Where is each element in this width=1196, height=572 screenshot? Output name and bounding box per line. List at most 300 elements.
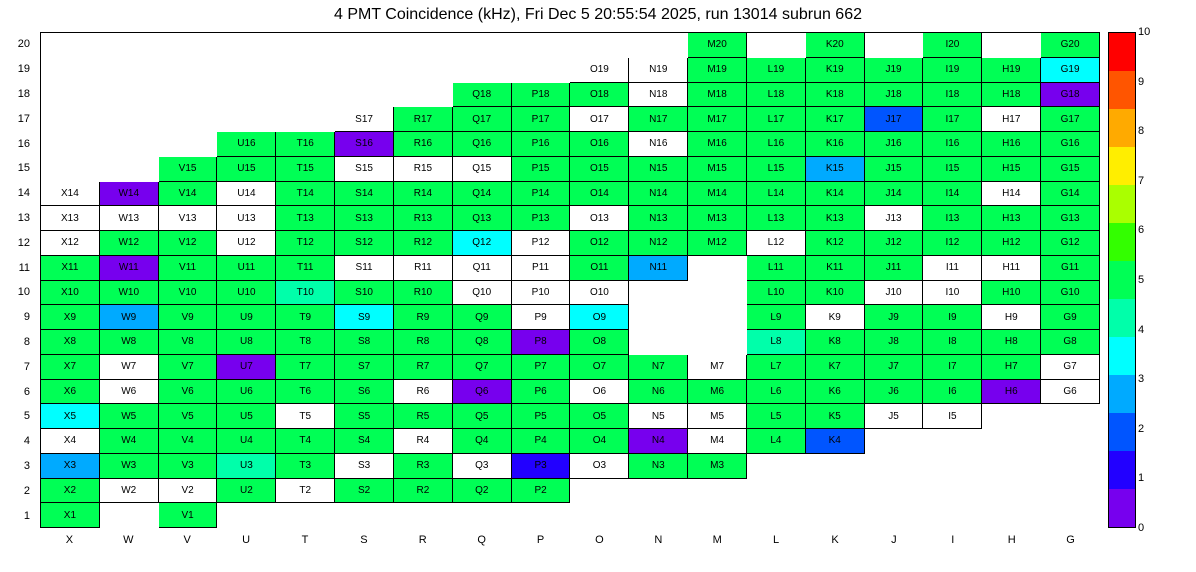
- heatmap-cell: H10: [982, 281, 1041, 306]
- x-tick-label: R: [418, 534, 427, 546]
- heatmap-cell: O18: [570, 83, 629, 108]
- colorbar-tick-label: 5: [1138, 274, 1145, 286]
- heatmap-cell: Q18: [453, 83, 512, 108]
- heatmap-cell: [747, 33, 806, 58]
- heatmap-cell: V8: [159, 330, 218, 355]
- heatmap-cell: [923, 429, 982, 454]
- heatmap-cell: G20: [1041, 33, 1100, 58]
- heatmap-cell: K13: [806, 206, 865, 231]
- heatmap-cell: [512, 58, 571, 83]
- heatmap-cell: V9: [159, 305, 218, 330]
- heatmap-cell: J19: [865, 58, 924, 83]
- heatmap-cell: P12: [512, 231, 571, 256]
- heatmap-cell: L5: [747, 404, 806, 429]
- heatmap-cell: [453, 33, 512, 58]
- heatmap-cell: I18: [923, 83, 982, 108]
- colorbar-segment: [1109, 223, 1135, 261]
- heatmap-cell: G11: [1041, 256, 1100, 281]
- heatmap-cell: [806, 454, 865, 479]
- heatmap-cell: Q14: [453, 182, 512, 207]
- heatmap-cell: O10: [570, 281, 629, 306]
- heatmap-cell: I15: [923, 157, 982, 182]
- heatmap-cell: [276, 83, 335, 108]
- heatmap-cell: [982, 404, 1041, 429]
- heatmap-cell: Q12: [453, 231, 512, 256]
- heatmap-cell: M15: [688, 157, 747, 182]
- heatmap-cell: P2: [512, 479, 571, 504]
- heatmap-cell: L7: [747, 355, 806, 380]
- heatmap-cell: S14: [335, 182, 394, 207]
- heatmap-cell: [570, 479, 629, 504]
- heatmap-cell: R17: [394, 107, 453, 132]
- y-tick-label: 17: [17, 112, 30, 125]
- heatmap-cell: N5: [629, 404, 688, 429]
- heatmap-cell: [335, 33, 394, 58]
- x-tick-label: L: [773, 534, 780, 546]
- heatmap-cell: [688, 256, 747, 281]
- y-tick-label: 15: [17, 162, 30, 175]
- heatmap-cell: X3: [41, 454, 100, 479]
- heatmap-cell: N18: [629, 83, 688, 108]
- heatmap-cell: [217, 107, 276, 132]
- heatmap-cell: N14: [629, 182, 688, 207]
- heatmap-cell: [159, 132, 218, 157]
- heatmap-cell: P18: [512, 83, 571, 108]
- x-tick-label: Q: [477, 534, 486, 546]
- heatmap-cell: M20: [688, 33, 747, 58]
- heatmap-cell: H17: [982, 107, 1041, 132]
- heatmap-cell: S2: [335, 479, 394, 504]
- heatmap-cell: X4: [41, 429, 100, 454]
- heatmap-cell: X10: [41, 281, 100, 306]
- heatmap-cell: G8: [1041, 330, 1100, 355]
- heatmap-cell: [159, 58, 218, 83]
- heatmap-cell: O5: [570, 404, 629, 429]
- heatmap-cell: [865, 503, 924, 528]
- heatmap-cell: R4: [394, 429, 453, 454]
- heatmap-cell: S16: [335, 132, 394, 157]
- heatmap-cell: R10: [394, 281, 453, 306]
- heatmap-cell: [570, 33, 629, 58]
- heatmap-cell: K8: [806, 330, 865, 355]
- heatmap-cell: R8: [394, 330, 453, 355]
- heatmap-cell: I16: [923, 132, 982, 157]
- colorbar-tick-label: 7: [1138, 174, 1145, 187]
- colorbar-tick-label: 0: [1138, 522, 1145, 534]
- heatmap-cell: V15: [159, 157, 218, 182]
- colorbar-segment: [1109, 451, 1135, 489]
- heatmap-cell: Q3: [453, 454, 512, 479]
- heatmap-cell: L13: [747, 206, 806, 231]
- y-tick-label: 18: [17, 87, 30, 100]
- x-tick-label: V: [183, 534, 191, 546]
- heatmap-cell: L4: [747, 429, 806, 454]
- heatmap-cell: W11: [100, 256, 159, 281]
- heatmap-cell: [806, 479, 865, 504]
- heatmap-cell: [276, 58, 335, 83]
- heatmap-cell: L10: [747, 281, 806, 306]
- heatmap-cell: T12: [276, 231, 335, 256]
- heatmap-cell: V3: [159, 454, 218, 479]
- heatmap-cell: [629, 281, 688, 306]
- heatmap-cell: T9: [276, 305, 335, 330]
- heatmap-cell: N7: [629, 355, 688, 380]
- heatmap-cell: K17: [806, 107, 865, 132]
- colorbar-tick-label: 4: [1138, 323, 1145, 336]
- heatmap-cell: N4: [629, 429, 688, 454]
- heatmap-cell: H19: [982, 58, 1041, 83]
- heatmap-cell: M19: [688, 58, 747, 83]
- heatmap-cell: [1041, 429, 1100, 454]
- heatmap-cell: X11: [41, 256, 100, 281]
- heatmap-cell: O11: [570, 256, 629, 281]
- y-tick-label: 8: [23, 335, 30, 348]
- heatmap-cell: I9: [923, 305, 982, 330]
- heatmap-cell: O19: [570, 58, 629, 83]
- y-tick-label: 6: [23, 385, 30, 398]
- heatmap-cell: T16: [276, 132, 335, 157]
- heatmap-cell: H8: [982, 330, 1041, 355]
- heatmap-cell: [688, 503, 747, 528]
- heatmap-cell: G6: [1041, 380, 1100, 405]
- heatmap-cell: M18: [688, 83, 747, 108]
- heatmap-cell: U5: [217, 404, 276, 429]
- heatmap-cell: [41, 107, 100, 132]
- heatmap-cell: J5: [865, 404, 924, 429]
- heatmap-cell: [394, 33, 453, 58]
- heatmap-cell: U7: [217, 355, 276, 380]
- heatmap-cell: X6: [41, 380, 100, 405]
- heatmap-cell: V12: [159, 231, 218, 256]
- heatmap-cell: [747, 479, 806, 504]
- heatmap-cell: H16: [982, 132, 1041, 157]
- colorbar-segment: [1109, 71, 1135, 109]
- heatmap-cell: O4: [570, 429, 629, 454]
- heatmap-cell: T5: [276, 404, 335, 429]
- heatmap-cell: R16: [394, 132, 453, 157]
- heatmap-cell: U12: [217, 231, 276, 256]
- heatmap-cell: X9: [41, 305, 100, 330]
- heatmap-cell: K20: [806, 33, 865, 58]
- heatmap-cell: [688, 479, 747, 504]
- heatmap-cell: K18: [806, 83, 865, 108]
- y-tick-label: 16: [17, 137, 30, 150]
- heatmap-cell: P8: [512, 330, 571, 355]
- y-tick-label: 14: [17, 187, 30, 200]
- heatmap-cell: [1041, 404, 1100, 429]
- heatmap-cell: H18: [982, 83, 1041, 108]
- heatmap-cell: X2: [41, 479, 100, 504]
- heatmap-cell: I11: [923, 256, 982, 281]
- heatmap-cell: [865, 33, 924, 58]
- heatmap-cell: U14: [217, 182, 276, 207]
- heatmap-cell: S11: [335, 256, 394, 281]
- heatmap-cell: W3: [100, 454, 159, 479]
- x-tick-label: I: [951, 534, 955, 546]
- heatmap-cell: H12: [982, 231, 1041, 256]
- heatmap-cell: W8: [100, 330, 159, 355]
- heatmap-cell: [100, 157, 159, 182]
- heatmap-cell: H15: [982, 157, 1041, 182]
- heatmap-cell: [512, 503, 571, 528]
- heatmap-cell: [335, 83, 394, 108]
- heatmap-cell: [276, 107, 335, 132]
- heatmap-cell: [159, 83, 218, 108]
- heatmap-cell: M17: [688, 107, 747, 132]
- heatmap-cell: J14: [865, 182, 924, 207]
- colorbar-segment: [1109, 109, 1135, 147]
- chart-title: 4 PMT Coincidence (kHz), Fri Dec 5 20:55:54 2025, run 13014 subrun 662: [334, 6, 862, 23]
- heatmap-cell: J16: [865, 132, 924, 157]
- heatmap-cell: Q17: [453, 107, 512, 132]
- heatmap-cell: N3: [629, 454, 688, 479]
- x-tick-label: N: [654, 534, 663, 546]
- colorbar-tick-label: 3: [1138, 373, 1145, 386]
- heatmap-cell: [629, 330, 688, 355]
- colorbar-tick-label: 1: [1138, 472, 1145, 485]
- heatmap-cell: R15: [394, 157, 453, 182]
- heatmap-cell: P15: [512, 157, 571, 182]
- colorbar-tick-label: 2: [1138, 422, 1145, 435]
- heatmap-cell: X1: [41, 503, 100, 528]
- colorbar-segment: [1109, 261, 1135, 299]
- heatmap-cell: [688, 305, 747, 330]
- heatmap-cell: O3: [570, 454, 629, 479]
- heatmap-cell: [982, 503, 1041, 528]
- heatmap-cell: O12: [570, 231, 629, 256]
- heatmap-cell: S8: [335, 330, 394, 355]
- x-tick-label: T: [301, 534, 309, 546]
- heatmap-cell: G18: [1041, 83, 1100, 108]
- heatmap-cell: X5: [41, 404, 100, 429]
- heatmap-cell: V5: [159, 404, 218, 429]
- heatmap-cell: W5: [100, 404, 159, 429]
- heatmap-cell: P10: [512, 281, 571, 306]
- x-tick-label: P: [536, 534, 545, 546]
- heatmap-plot: [40, 32, 1100, 528]
- heatmap-cell: [629, 479, 688, 504]
- heatmap-cell: L9: [747, 305, 806, 330]
- heatmap-cell: [394, 83, 453, 108]
- heatmap-cell: L18: [747, 83, 806, 108]
- x-tick-label: J: [891, 534, 897, 546]
- heatmap-cell: U6: [217, 380, 276, 405]
- heatmap-cell: [629, 503, 688, 528]
- heatmap-cell: R3: [394, 454, 453, 479]
- x-tick-label: O: [595, 534, 604, 546]
- heatmap-cell: T10: [276, 281, 335, 306]
- heatmap-cell: K6: [806, 380, 865, 405]
- heatmap-cell: I20: [923, 33, 982, 58]
- y-tick-label: 12: [17, 236, 30, 249]
- heatmap-cell: O14: [570, 182, 629, 207]
- heatmap-cell: V13: [159, 206, 218, 231]
- heatmap-cell: J18: [865, 83, 924, 108]
- heatmap-cell: V11: [159, 256, 218, 281]
- heatmap-cell: W4: [100, 429, 159, 454]
- heatmap-cell: U11: [217, 256, 276, 281]
- heatmap-cell: G16: [1041, 132, 1100, 157]
- heatmap-cell: I13: [923, 206, 982, 231]
- heatmap-cell: L12: [747, 231, 806, 256]
- heatmap-cell: S10: [335, 281, 394, 306]
- heatmap-cell: G13: [1041, 206, 1100, 231]
- heatmap-cell: K7: [806, 355, 865, 380]
- heatmap-cell: M13: [688, 206, 747, 231]
- heatmap-cell: Q8: [453, 330, 512, 355]
- heatmap-cell: L17: [747, 107, 806, 132]
- heatmap-cell: [1041, 503, 1100, 528]
- y-tick-label: 4: [23, 435, 30, 448]
- heatmap-cell: [453, 503, 512, 528]
- colorbar-segment: [1109, 489, 1135, 527]
- heatmap-cell: [217, 503, 276, 528]
- heatmap-cell: Q9: [453, 305, 512, 330]
- heatmap-cell: [512, 33, 571, 58]
- heatmap-cell: Q7: [453, 355, 512, 380]
- heatmap-cell: [865, 479, 924, 504]
- heatmap-cell: X7: [41, 355, 100, 380]
- heatmap-cell: S4: [335, 429, 394, 454]
- heatmap-cell: P17: [512, 107, 571, 132]
- heatmap-cell: R12: [394, 231, 453, 256]
- heatmap-cell: [570, 503, 629, 528]
- colorbar-segment: [1109, 185, 1135, 223]
- heatmap-cell: W14: [100, 182, 159, 207]
- heatmap-cell: O8: [570, 330, 629, 355]
- heatmap-cell: N11: [629, 256, 688, 281]
- heatmap-cell: [41, 157, 100, 182]
- heatmap-cell: T7: [276, 355, 335, 380]
- heatmap-cell: T8: [276, 330, 335, 355]
- heatmap-cell: Q4: [453, 429, 512, 454]
- heatmap-cell: P16: [512, 132, 571, 157]
- heatmap-cell: X13: [41, 206, 100, 231]
- heatmap-cell: [865, 454, 924, 479]
- heatmap-cell: N19: [629, 58, 688, 83]
- heatmap-cell: X8: [41, 330, 100, 355]
- y-tick-label: 1: [23, 509, 30, 522]
- x-tick-label: K: [831, 534, 839, 546]
- y-tick-label: 7: [23, 360, 30, 373]
- heatmap-cell: K9: [806, 305, 865, 330]
- heatmap-cell: I8: [923, 330, 982, 355]
- heatmap-cell: [747, 503, 806, 528]
- heatmap-cell: U13: [217, 206, 276, 231]
- heatmap-cell: T4: [276, 429, 335, 454]
- heatmap-cell: K16: [806, 132, 865, 157]
- heatmap-cell: O6: [570, 380, 629, 405]
- heatmap-cell: [982, 479, 1041, 504]
- heatmap-cell: G9: [1041, 305, 1100, 330]
- heatmap-cell: G19: [1041, 58, 1100, 83]
- heatmap-cell: V10: [159, 281, 218, 306]
- x-axis-labels: [40, 530, 1100, 550]
- heatmap-cell: [100, 503, 159, 528]
- heatmap-cell: W7: [100, 355, 159, 380]
- y-tick-label: 19: [17, 63, 30, 76]
- heatmap-cell: H6: [982, 380, 1041, 405]
- y-tick-label: 13: [17, 211, 30, 224]
- heatmap-cell: R9: [394, 305, 453, 330]
- heatmap-cell: V4: [159, 429, 218, 454]
- heatmap-cell: W2: [100, 479, 159, 504]
- heatmap-cell: M7: [688, 355, 747, 380]
- heatmap-cell: G14: [1041, 182, 1100, 207]
- heatmap-cell: [923, 479, 982, 504]
- heatmap-cell: L15: [747, 157, 806, 182]
- heatmap-cell: Q5: [453, 404, 512, 429]
- heatmap-cell: [335, 503, 394, 528]
- heatmap-cell: T11: [276, 256, 335, 281]
- heatmap-cell: [982, 33, 1041, 58]
- colorbar-ticklabels: [1138, 26, 1178, 534]
- heatmap-cell: J10: [865, 281, 924, 306]
- heatmap-cell: I6: [923, 380, 982, 405]
- colorbar-segment: [1109, 147, 1135, 185]
- heatmap-cell: R2: [394, 479, 453, 504]
- x-tick-label: S: [360, 534, 368, 546]
- heatmap-cell: U8: [217, 330, 276, 355]
- heatmap-cell: J15: [865, 157, 924, 182]
- heatmap-cell: [159, 107, 218, 132]
- heatmap-cell: V1: [159, 503, 218, 528]
- heatmap-cell: N17: [629, 107, 688, 132]
- heatmap-cell: W9: [100, 305, 159, 330]
- heatmap-cell: [276, 33, 335, 58]
- heatmap-cell: M12: [688, 231, 747, 256]
- heatmap-cell: P11: [512, 256, 571, 281]
- heatmap-cell: H13: [982, 206, 1041, 231]
- heatmap-cell: H11: [982, 256, 1041, 281]
- heatmap-cell: J12: [865, 231, 924, 256]
- heatmap-cell: W12: [100, 231, 159, 256]
- heatmap-cell: X14: [41, 182, 100, 207]
- heatmap-cell: [159, 33, 218, 58]
- heatmap-cell: Q16: [453, 132, 512, 157]
- heatmap-cell: [100, 107, 159, 132]
- colorbar-tick-label: 6: [1138, 224, 1145, 237]
- heatmap-cell: S5: [335, 404, 394, 429]
- heatmap-cell: V6: [159, 380, 218, 405]
- heatmap-cell: N15: [629, 157, 688, 182]
- x-tick-label: H: [1007, 534, 1016, 546]
- heatmap-cell: S6: [335, 380, 394, 405]
- heatmap-cell: M16: [688, 132, 747, 157]
- heatmap-cell: W10: [100, 281, 159, 306]
- heatmap-cell: U10: [217, 281, 276, 306]
- heatmap-cell: T3: [276, 454, 335, 479]
- heatmap-cell: [394, 503, 453, 528]
- heatmap-cell: M6: [688, 380, 747, 405]
- heatmap-cell: L19: [747, 58, 806, 83]
- colorbar-tick-label: 8: [1138, 125, 1145, 138]
- heatmap-cell: T2: [276, 479, 335, 504]
- heatmap-cell: J17: [865, 107, 924, 132]
- heatmap-cell: G15: [1041, 157, 1100, 182]
- heatmap-cell: I17: [923, 107, 982, 132]
- heatmap-cell: W6: [100, 380, 159, 405]
- heatmap-cell: I19: [923, 58, 982, 83]
- heatmap-cell: P6: [512, 380, 571, 405]
- heatmap-cell: O17: [570, 107, 629, 132]
- heatmap-cell: P4: [512, 429, 571, 454]
- y-axis-labels: [0, 32, 36, 528]
- heatmap-cell: [394, 58, 453, 83]
- heatmap-cell: P9: [512, 305, 571, 330]
- heatmap-cell: [688, 330, 747, 355]
- colorbar-tick-label: 9: [1138, 75, 1145, 88]
